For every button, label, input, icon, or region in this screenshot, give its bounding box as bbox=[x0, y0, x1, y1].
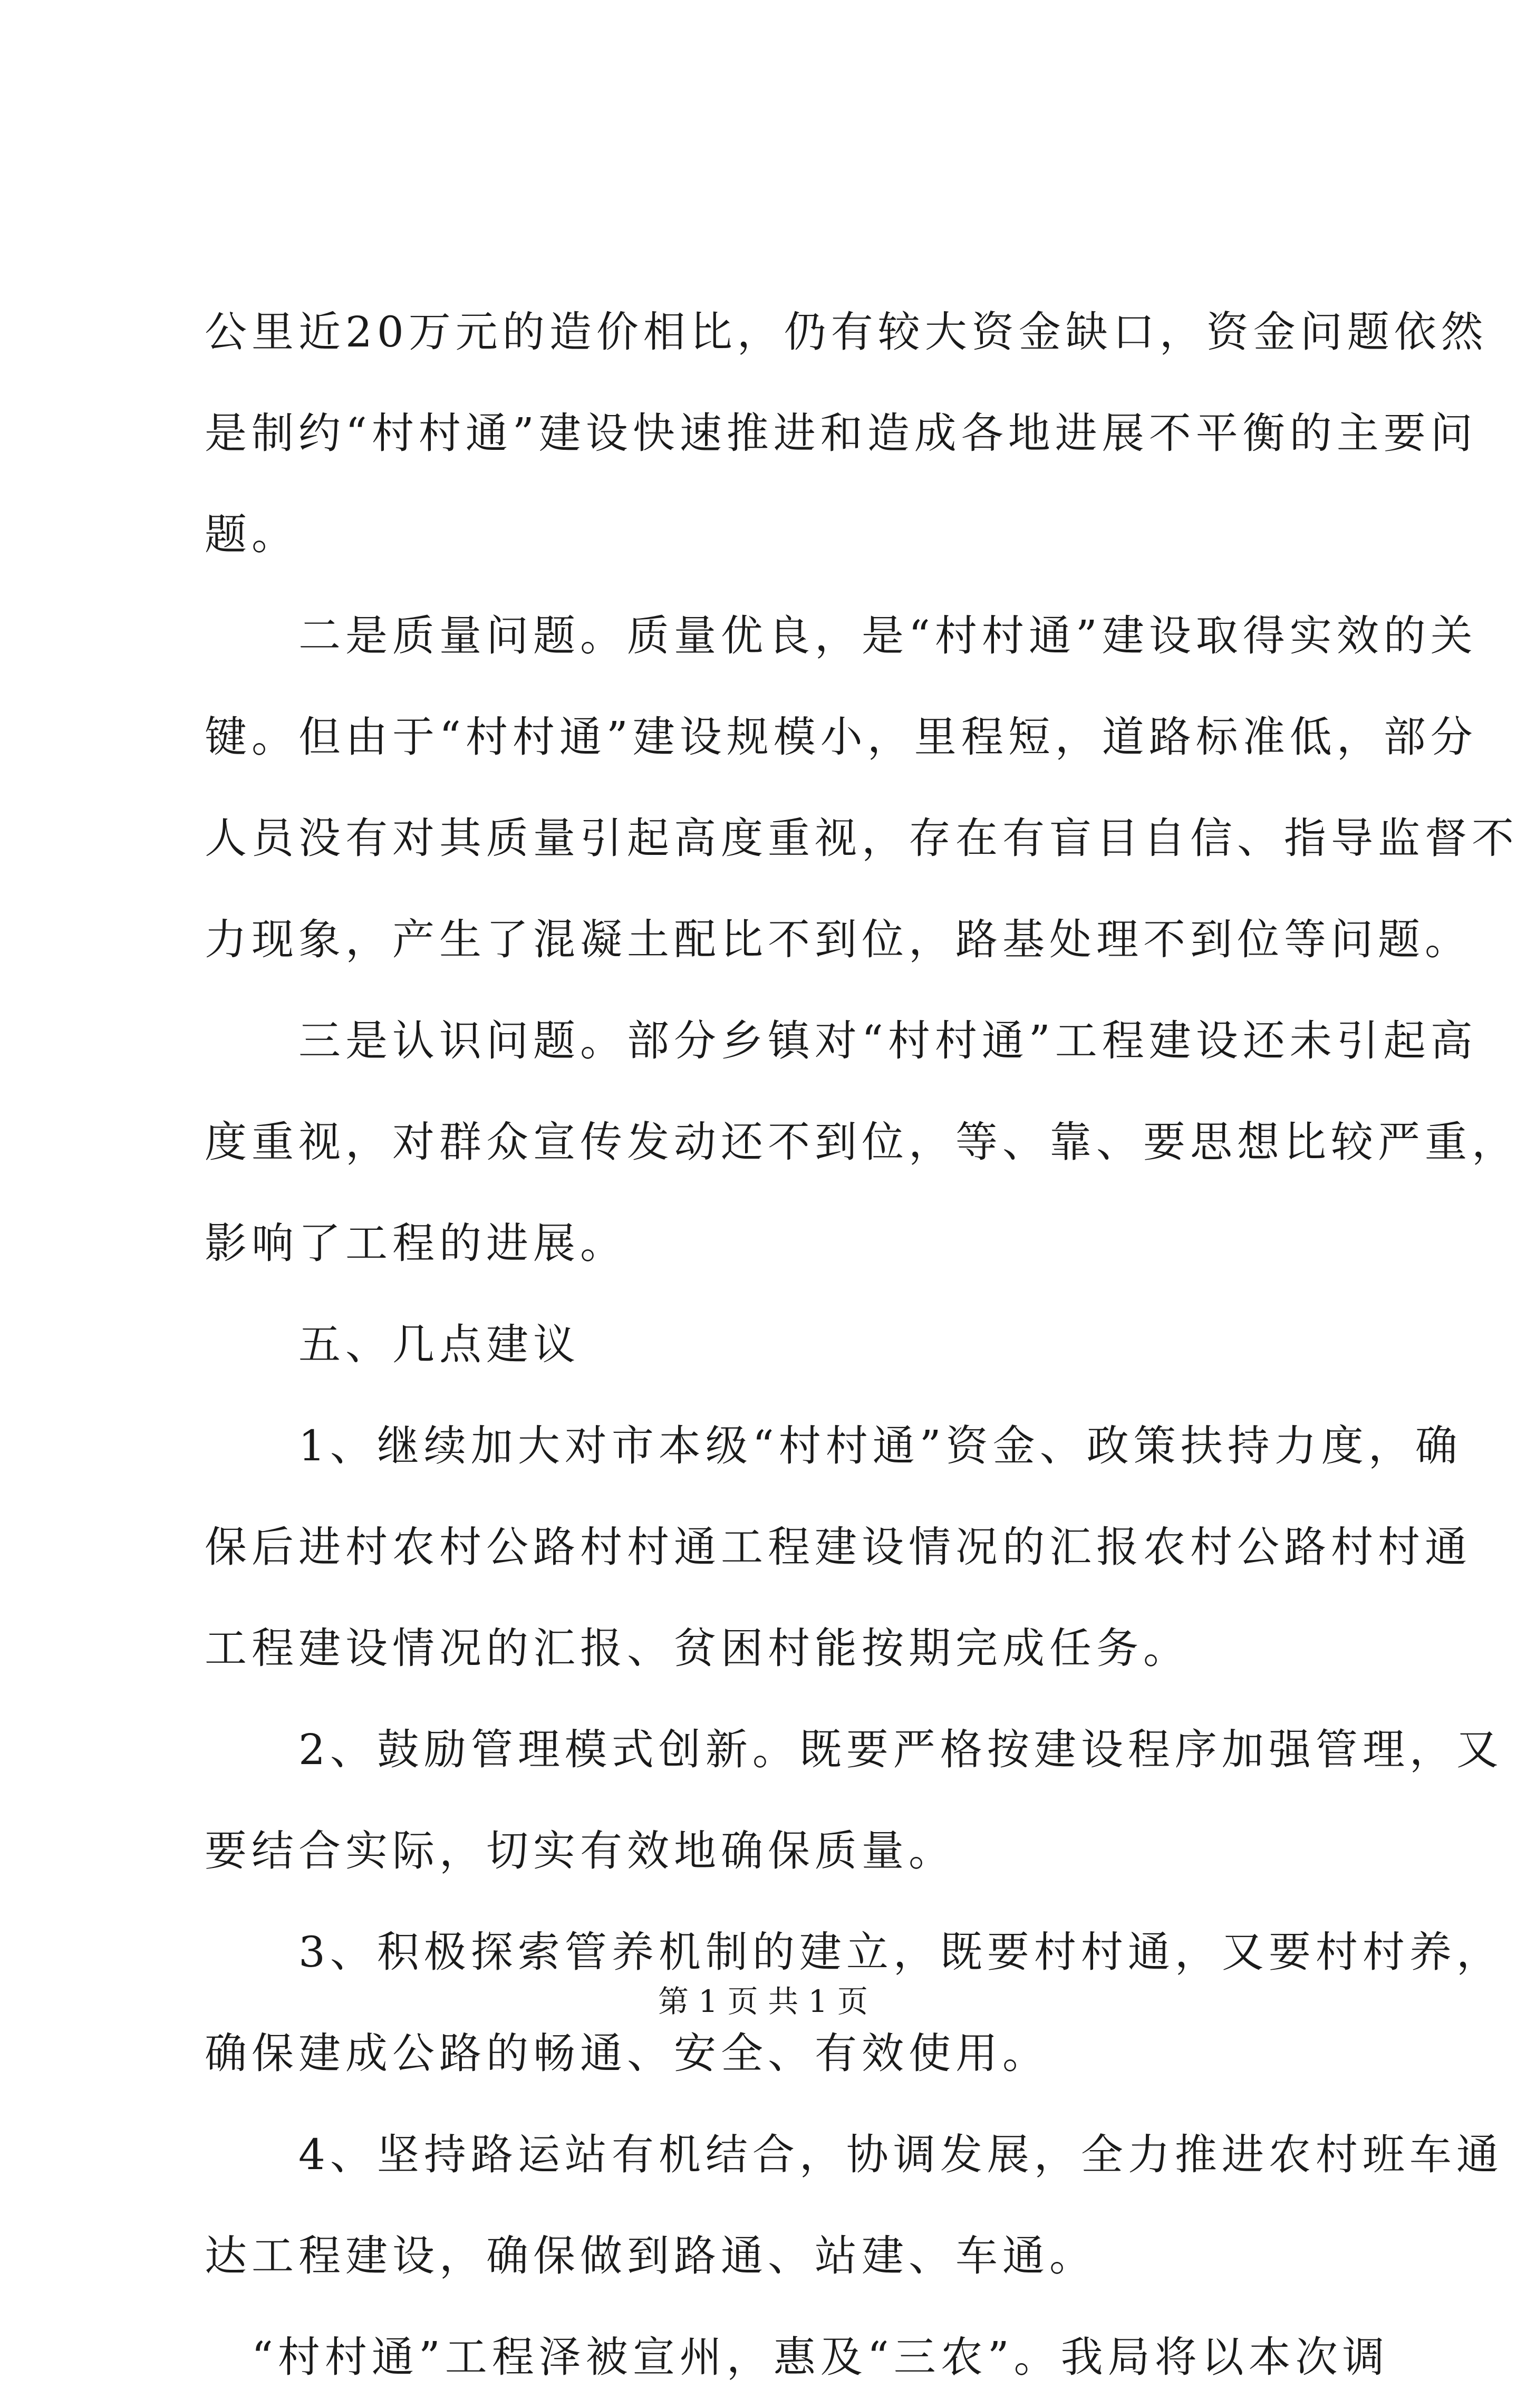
text-line-12: 1、继续加大对市本级“村村通”资金、政策扶持力度，确 bbox=[205, 1421, 1462, 1470]
section-heading: 五、几点建议 bbox=[205, 1320, 580, 1369]
text-line-7: 力现象，产生了混凝土配比不到位，路基处理不到位等问题。 bbox=[205, 915, 1472, 964]
text-line-6: 人员没有对其质量引起高度重视，存在有盲目自信、指导监督不 bbox=[205, 814, 1519, 863]
text-line-5: 键。但由于“村村通”建设规模小，里程短，道路标准低，部分 bbox=[205, 712, 1477, 762]
text-line-3: 题。 bbox=[205, 510, 298, 559]
text-line-15: 2、鼓励管理模式创新。既要严格按建设程序加强管理，又 bbox=[205, 1725, 1503, 1774]
text-line-8: 三是认识问题。部分乡镇对“村村通”工程建设还未引起高 bbox=[205, 1016, 1477, 1065]
text-line-10: 影响了工程的进展。 bbox=[205, 1219, 627, 1268]
text-line-20: 达工程建设，确保做到路通、站建、车通。 bbox=[205, 2231, 1096, 2280]
text-line-2: 是制约“村村通”建设快速推进和造成各地进展不平衡的主要问 bbox=[205, 409, 1477, 458]
text-line-14: 工程建设情况的汇报、贫困村能按期完成任务。 bbox=[205, 1624, 1190, 1673]
text-line-17: 3、积极探索管养机制的建立，既要村村通，又要村村养， bbox=[205, 1928, 1503, 1977]
text-line-19: 4、坚持路运站有机结合，协调发展，全力推进农村班车通 bbox=[205, 2130, 1503, 2179]
text-line-13: 保后进村农村公路村村通工程建设情况的汇报农村公路村村通 bbox=[205, 1523, 1472, 1572]
text-line-18: 确保建成公路的畅通、安全、有效使用。 bbox=[205, 2029, 1049, 2078]
text-line-9: 度重视，对群众宣传发动还不到位，等、靠、要思想比较严重， bbox=[205, 1118, 1519, 1167]
page-footer bbox=[0, 1980, 1526, 2022]
page-number-label: 第 1 页 共 1 页 bbox=[658, 1983, 868, 2019]
text-line-21: “村村通”工程泽被宣州，惠及“三农”。我局将以本次调 bbox=[205, 2333, 1389, 2382]
text-line-4: 二是质量问题。质量优良，是“村村通”建设取得实效的关 bbox=[205, 611, 1477, 660]
document-body bbox=[205, 282, 1519, 2408]
text-line-16: 要结合实际，切实有效地确保质量。 bbox=[205, 1826, 955, 1875]
text-line-1: 公里近20万元的造价相比，仍有较大资金缺口，资金问题依然 bbox=[205, 307, 1488, 357]
